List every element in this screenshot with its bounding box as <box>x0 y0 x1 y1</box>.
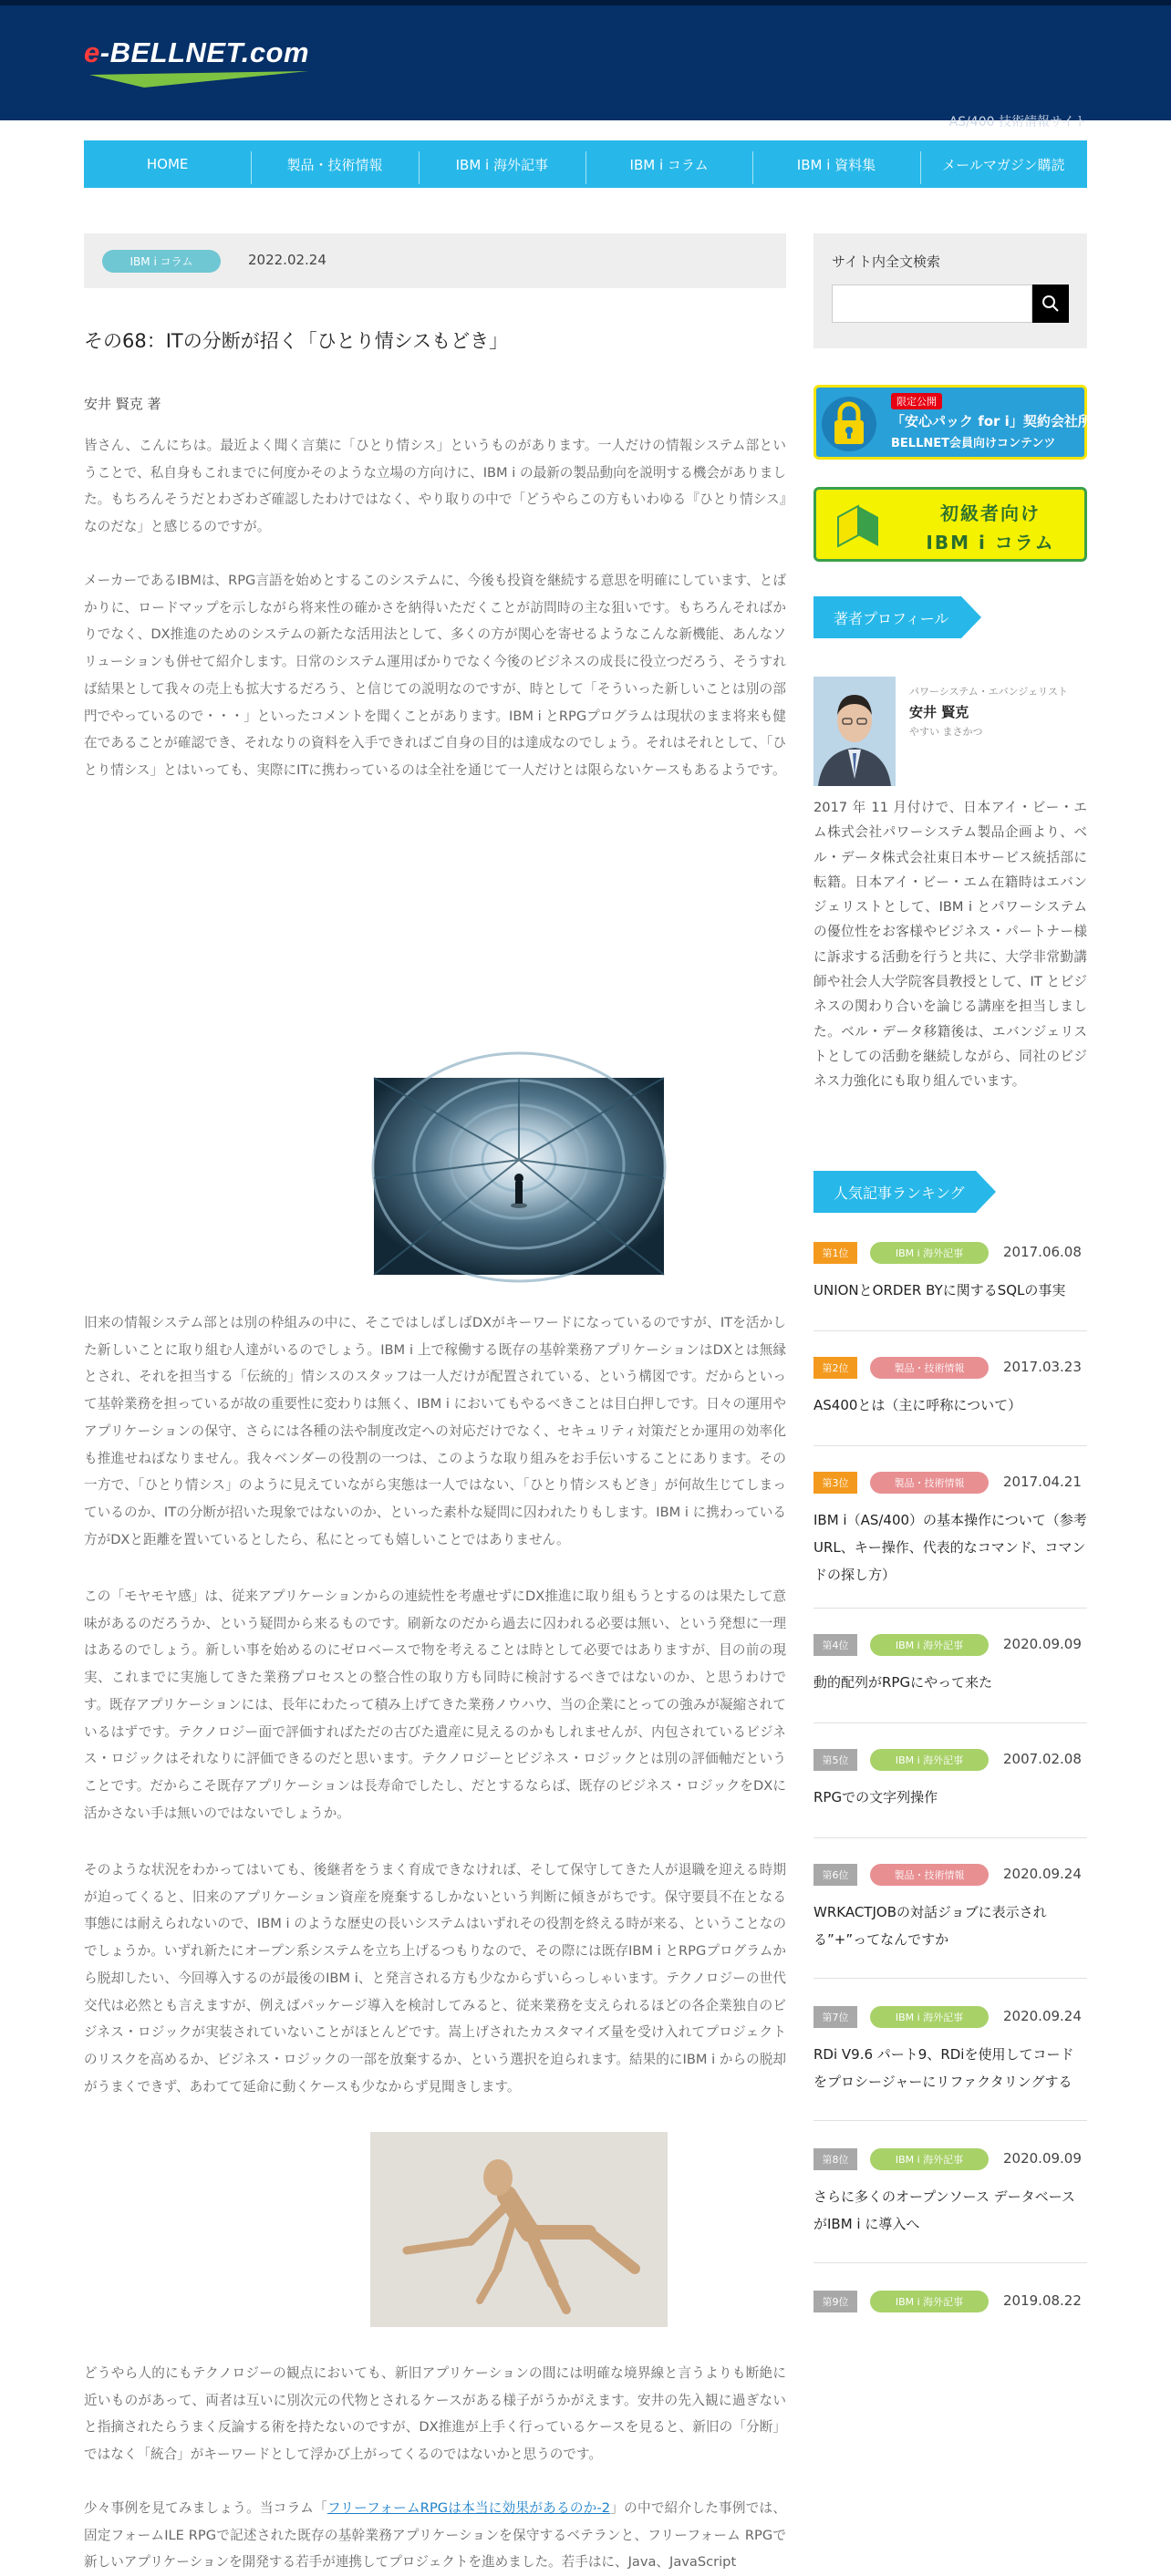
mannequin-image-icon <box>370 2132 668 2327</box>
author-avatar <box>813 677 896 786</box>
article-image-mannequin <box>370 2132 668 2327</box>
author-kana: やすい まさかつ <box>909 726 983 738</box>
rank-number: 第5位 <box>813 1749 857 1771</box>
rank-title[interactable]: UNIONとORDER BYに関するSQLの事実 <box>813 1282 1066 1298</box>
column-link[interactable]: フリーフォームRPGは本当に効果があるのか-2 <box>326 2500 611 2516</box>
ranking-item[interactable] <box>813 1357 1087 1446</box>
paragraph-5: そのような状況をわかってはいても、後継者をうまく育成できなければ、そして保守してきた人が退職を迎える時期が迫ってくると、旧来のアプリケーション資産を廃棄するしかないという判断に傾きがちです。保守要員不在となる事態には耐えられないので、IBM i のような歴史の長いシステムはいずれその役割を終える時が来る、ということなのでしょうか。いずれ新たにオープン系システムを立ち上げるつもりなので、その際には既存IBM i とRPGプログラムから脱却したい、今回導入するのが最後のIBM i、と発言される方も少なからずいらっしゃいます。テクノロジーの世代交代は必然とも言えますが、例えばパッケージ導入を検討してみると、従来業務を支えられるほどの各企業独自のビジネス・ロジックが実装されていないことがほとんどです。嵩上げされたカスタマイズ量を受け入れてプロジェクトのリスクを高めるか、ビジネス・ロジックの一部を放棄するか、という選択を迫られます。結果的にIBM i からの脱却がうまくできず、あわてて延命に動くケースも少なからず見聞きします。 <box>84 1862 786 2095</box>
post-date: 2022.02.24 <box>248 252 326 268</box>
rank-number: 第6位 <box>813 1864 857 1886</box>
author-photo-icon <box>813 677 896 786</box>
banner2-line-2: IBM i コラム <box>926 532 1055 553</box>
nav-mail-magazine[interactable]: メールマガジン購読 <box>920 140 1087 188</box>
banner-line-1: 「安心パック for i」契約会社所属 <box>891 413 1105 429</box>
rank-date: 2020.09.09 <box>1003 1636 1082 1652</box>
article-author: 安井 賢克 著 <box>84 396 161 412</box>
category-badge[interactable]: IBM i コラム <box>102 250 221 273</box>
ranking-item[interactable] <box>813 1749 1087 1838</box>
article <box>84 233 786 2571</box>
paragraph-1: 皆さん、こんにちは。最近よく聞く言葉に「ひとり情シス」というものがあります。一人だけの情報システム部ということで、私自身もこれまでに何度かそのような立場の方向けに、IBM i の最新の製品動向を説明する機会がありました。もちろんそうだとわざわざ確認したわけではなく、やり取りの中で「どうやらこの方もいわゆる『ひとり情シス』なのだな」と感じるのですが。 <box>84 438 786 535</box>
ranking-heading: 人気記事ランキング <box>813 1171 976 1213</box>
rank-category[interactable]: 製品・技術情報 <box>870 1357 989 1379</box>
article-image-tunnel <box>374 1078 664 1275</box>
banner-limited-tag: 限定公開 <box>891 393 942 409</box>
rank-title[interactable]: AS400とは（主に呼称について） <box>813 1397 1022 1413</box>
rank-title[interactable]: さらに多くのオープンソース データベースがIBM i に導入へ <box>813 2188 1075 2232</box>
rank-title[interactable]: RPGでの文字列操作 <box>813 1789 938 1805</box>
rank-category[interactable]: IBM i 海外記事 <box>870 2291 989 2312</box>
article-meta-bar <box>84 233 786 288</box>
rank-number: 第8位 <box>813 2148 857 2170</box>
ranking-item[interactable] <box>813 1472 1087 1609</box>
article-title: その68：ITの分断が招く「ひとり情シスもどき」 <box>84 330 509 352</box>
rank-category[interactable]: IBM i 海外記事 <box>870 1749 989 1771</box>
site-logo[interactable] <box>84 36 312 88</box>
rank-date: 2007.02.08 <box>1003 1751 1082 1767</box>
rank-date: 2020.09.24 <box>1003 1866 1082 1882</box>
nav-overseas-articles[interactable]: IBM i 海外記事 <box>419 140 586 188</box>
rank-number: 第9位 <box>813 2291 857 2312</box>
profile-heading: 著者プロフィール <box>813 596 961 638</box>
ranking-item[interactable] <box>813 1864 1087 1979</box>
ranking-item[interactable] <box>813 2006 1087 2121</box>
nav-column[interactable]: IBM i コラム <box>586 140 752 188</box>
rank-category[interactable]: IBM i 海外記事 <box>870 2148 989 2170</box>
site-tagline: AS/400 技術情報サイト <box>948 115 1087 129</box>
ranking-item[interactable] <box>813 1634 1087 1723</box>
rank-number: 第7位 <box>813 2006 857 2028</box>
rank-category[interactable]: 製品・技術情報 <box>870 1864 989 1886</box>
ranking-item[interactable] <box>813 2291 1087 2327</box>
rank-date: 2020.09.09 <box>1003 2150 1082 2167</box>
nav-products[interactable]: 製品・技術情報 <box>251 140 418 188</box>
author-name: 安井 賢克 <box>909 704 969 720</box>
rank-date: 2020.09.24 <box>1003 2008 1082 2024</box>
paragraph-2: メーカーであるIBMは、RPG言語を始めとするこのシステムに、今後も投資を継続する意思を明確にしています、とばかりに、ロードマップを示しながら将来性の確かさを納得いただくことが訪問時の主な狙いです。もちろんそればかりでなく、DX推進のためのシステムの新たな活用法として、多くの方が関心を寄せるようなこんな新機能、あんなソリューションも併せて紹介します。日常のシステム運用ばかりでなく今後のビジネスの成長に役立つだろう、そうすれば結果として我々の売上も拡大するだろう、と信じての説明なのですが、時として「そういった新しいことは別の部門でやっているので・・・」といったコメントを聞くことがあります。IBM i とRPGプログラムは現状のまま将来も健在であることが確認でき、それなりの資料を入手できればご自身の目的は達成なのでしょう。それはそれとして、「ひとり情シス」とはいっても、実際にITに携わっているのは全社を通じて一人だけとは限らないケースもあるようです。 <box>84 573 786 778</box>
lock-icon <box>822 393 876 453</box>
rank-category[interactable]: IBM i 海外記事 <box>870 1242 989 1264</box>
author-bio: 2017 年 11 月付けで、日本アイ・ビー・エム株式会社パワーシステム製品企画より、ベル・データ株式会社東日本サービス統括部に転籍。日本アイ・ビー・エム在籍時はエバンジェリストとして、IBM i とパワーシステムの優位性をお客様やビジネス・パートナー様に訴求する活動を行うと共に、大学非常勤講師や社会人大学院客員教授として、IT とビジネスの関わり合いを論じる講座を担当しました。ベル・データ移籍後は、エバンジェリストとしての活動を継続しながら、同社のビジネス力強化にも取り組んでいます。 <box>813 800 1087 1090</box>
rank-number: 第1位 <box>813 1242 857 1264</box>
nav-home[interactable]: HOME <box>146 156 189 172</box>
rank-title[interactable]: IBM i（AS/400）の基本操作について（参考URL、キー操作、代表的なコマンド、コマンドの探し方） <box>813 1512 1087 1583</box>
logo-text: e-BELLNET.com <box>84 36 310 68</box>
tunnel-image-icon <box>374 1078 664 1275</box>
paragraph-3: 旧来の情報システム部とは別の枠組みの中に、そこではしばしばDXがキーワードになっているのですが、ITを活かした新しいことに取り組む人達がいるのでしょう。IBM i 上で稼働する既存の基幹業務アプリケーションはDXとは無縁とされ、それを担当する「伝統的」情シスのスタッフは一人だけが配置されている、という構図です。だからといって基幹業務を担っているが故の重要性に変わりは無く、IBM i においてもやるべきことは目白押しです。日々の運用やアプリケーションの保守、さらには各種の法や制度改定への対応だけでなく、セキュリティ対策だとか運用の効率化も推進せねばなりません。我々ベンダーの役割の一つは、このような取り組みをお手伝いすることにあります。その一方で、「ひとり情シス」のように見えていながら実態は一人ではない、「ひとり情シスもどき」が何故生じてしまっているのか、ITの分断が招いた現象ではないのか、といった素朴な疑問に囚われたりもします。IBM i に携わっている方がDXと距離を置いているとしたら、私にとっても嬉しいことではありません。 <box>84 1315 786 1547</box>
banner2-line-1: 初級者向け <box>940 502 1041 524</box>
search-button[interactable] <box>1032 284 1069 323</box>
paragraph-6: どうやら人的にもテクノロジーの観点においても、新旧アプリケーションの間には明確な境界線と言うよりも断絶に近いものがあって、両者は互いに別次元の代物とされるケースがある様子がうかがえます。安井の先入観に過ぎないと指摘されたらうまく反論する術を持たないのですが、DX推進が上手く行っているケースを見ると、新旧の「分断」ではなく「統合」がキーワードとして浮かび上がってくるのではないかと思うのです。 <box>84 2365 786 2463</box>
site-search <box>813 233 1087 348</box>
rank-category[interactable]: 製品・技術情報 <box>870 1472 989 1494</box>
rank-title[interactable]: WRKACTJOBの対話ジョブに表示される”+”ってなんですか <box>813 1904 1047 1948</box>
banner-line-2: BELLNET会員向けコンテンツ <box>891 437 1056 450</box>
rank-date: 2017.04.21 <box>1003 1474 1082 1490</box>
rank-title[interactable]: 動的配列がRPGにやって来た <box>813 1674 993 1691</box>
search-icon <box>1041 295 1060 313</box>
site-header <box>0 0 1171 129</box>
main-nav <box>84 140 1087 188</box>
ranking-item[interactable] <box>813 1242 1087 1331</box>
rank-number: 第2位 <box>813 1357 857 1379</box>
rank-title[interactable]: RDi V9.6 パート9、RDiを使用してコードをプロシージャーにリファクタリングする <box>813 2046 1074 2090</box>
nav-documents[interactable]: IBM i 資料集 <box>752 140 919 188</box>
beginner-column-banner[interactable] <box>813 487 1087 562</box>
rank-category[interactable]: IBM i 海外記事 <box>870 2006 989 2028</box>
rank-date: 2017.03.23 <box>1003 1359 1082 1375</box>
search-input[interactable] <box>832 284 1032 323</box>
ranking-item[interactable] <box>813 2148 1087 2263</box>
rank-date: 2017.06.08 <box>1003 1244 1082 1260</box>
paragraph-7: 少々事例を見てみましょう。当コラム「フリーフォームRPGは本当に効果があるのか-2」の中で紹介した事例では、固定フォームILE RPGで記述された既存の基幹業務アプリケーションを保守するベテランと、フリーフォーム RPGで新しいアプリケーションを開発する若手が連携してプロジェクトを進めました。若手はに、Java、JavaScript <box>84 2500 786 2571</box>
rank-number: 第3位 <box>813 1472 857 1494</box>
search-title: サイト内全文検索 <box>832 253 940 270</box>
rank-number: 第4位 <box>813 1634 857 1656</box>
paragraph-4: この「モヤモヤ感」は、従来アプリケーションからの連続性を考慮せずにDX推進に取り組もうとするのは果たして意味があるのだろうか、という疑問から来るものです。刷新なのだから過去に囚われる必要は無い、という発想に一理はあるのでしょう。新しい事を始めるのにゼロベースで物を考えることは時として必要ではありますが、目の前の現実、これまでに実施してきた業務プロセスとの整合性の取り方も同時に検討するべきではないのか、と思うわけです。既存アプリケーションには、長年にわたって積み上げてきた業務ノウハウ、当の企業にとっての強みが凝縮されているはずです。テクノロジー面で評価すればただの古びた遺産に見えるのかもしれませんが、内包されているビジネス・ロジックはそれなりに評価できるのだと思います。テクノロジーとビジネス・ロジックとは別の評価軸だということです。だからこそ既存アプリケーションは長寿命でしたし、だとするならば、既存のビジネス・ロジックをDXに活かさない手は無いのではないでしょうか。 <box>84 1588 786 1821</box>
rank-category[interactable]: IBM i 海外記事 <box>870 1634 989 1656</box>
author-role: パワーシステム・エバンジェリスト <box>909 686 1068 698</box>
logo-swoosh-icon <box>89 69 308 88</box>
anshin-pack-banner[interactable] <box>813 385 1105 460</box>
beginner-mark-icon <box>831 499 886 553</box>
rank-date: 2019.08.22 <box>1003 2292 1082 2309</box>
